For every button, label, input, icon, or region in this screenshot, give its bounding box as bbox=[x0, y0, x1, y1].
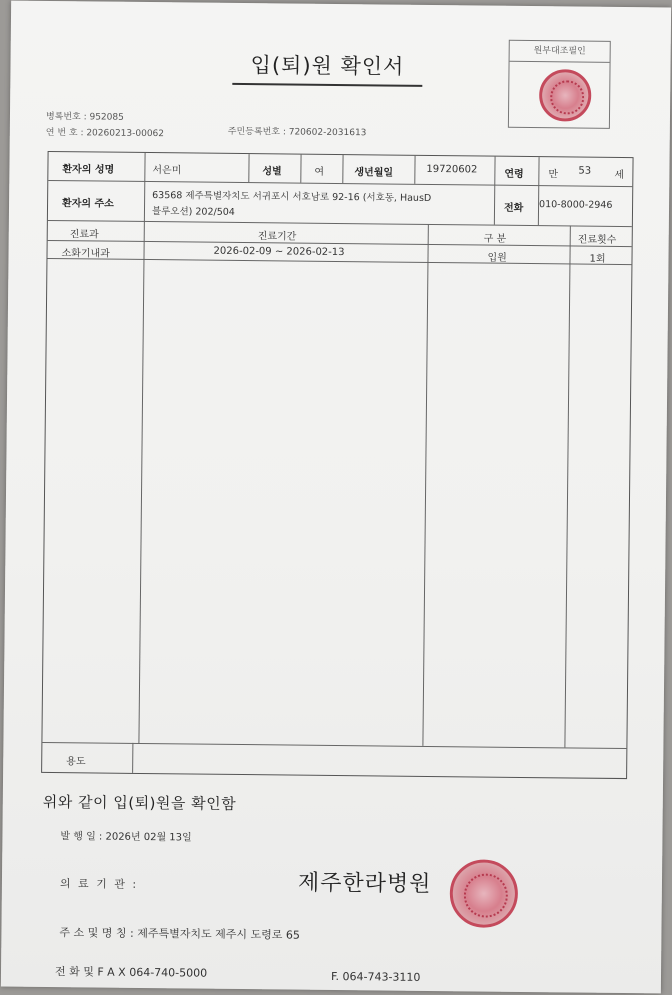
document-title: 입(퇴)원 확인서 bbox=[250, 53, 405, 79]
age-prefix: 만 bbox=[548, 169, 559, 181]
certificate-paper bbox=[1, 1, 671, 994]
hospital-address: 주 소 및 명 칭 : 제주특별자치도 제주시 도령로 65 bbox=[59, 926, 300, 942]
phone-label: 전화 bbox=[503, 202, 524, 214]
seal-box bbox=[508, 40, 611, 129]
age-unit: 세 bbox=[614, 169, 625, 181]
phone-fax: 전 화 및 F A X 064-740-5000 bbox=[54, 965, 208, 980]
address-line1: 63568 제주특별자치도 서귀포시 서호남로 92-16 (서호동, HausD bbox=[152, 190, 432, 204]
admission-table bbox=[41, 151, 633, 779]
row-count: 1회 bbox=[589, 253, 606, 265]
col-divider bbox=[414, 156, 415, 184]
phone-value: 010-8000-2946 bbox=[539, 199, 613, 211]
title-underline bbox=[232, 83, 422, 87]
verification-stamp-icon bbox=[539, 69, 592, 122]
fax-number: F. 064-743-3110 bbox=[330, 969, 421, 984]
registration-number: 병록번호 : 952085 bbox=[45, 111, 124, 123]
hospital-name: 제주한라병원 bbox=[297, 870, 432, 898]
seal-box-label: 원부대조필인 bbox=[510, 41, 610, 63]
col-divider bbox=[422, 224, 428, 746]
address-line2: 블루오션) 202/504 bbox=[151, 206, 235, 218]
institution-label: 의 료 기 관 : bbox=[59, 877, 139, 891]
header-type: 구 분 bbox=[483, 233, 507, 245]
col-divider bbox=[538, 157, 540, 225]
row-divider bbox=[48, 220, 632, 227]
col-divider bbox=[564, 225, 570, 747]
resident-number: 주민등록번호 : 720602-2031613 bbox=[227, 126, 367, 139]
row-divider bbox=[42, 742, 626, 749]
col-divider bbox=[300, 155, 301, 183]
col-divider bbox=[342, 155, 343, 183]
col-divider bbox=[494, 157, 496, 225]
birth-label: 생년월일 bbox=[354, 167, 394, 179]
age-value: 53 bbox=[578, 165, 592, 177]
row-department: 소화기내과 bbox=[61, 248, 110, 260]
row-divider bbox=[48, 180, 632, 187]
sex-label: 성별 bbox=[262, 166, 282, 178]
age-label: 연령 bbox=[504, 168, 524, 180]
hospital-seal-icon bbox=[450, 859, 519, 928]
patient-name: 서은미 bbox=[152, 165, 182, 177]
col-divider bbox=[248, 154, 249, 182]
row-divider bbox=[48, 240, 632, 247]
sex-value: 여 bbox=[314, 166, 325, 178]
row-divider bbox=[47, 258, 631, 265]
header-count: 진료횟수 bbox=[577, 234, 617, 246]
row-type: 입원 bbox=[487, 252, 507, 264]
col-divider bbox=[132, 743, 133, 773]
row-period: 2026-02-09 ~ 2026-02-13 bbox=[213, 245, 345, 259]
address-label: 환자의 주소 bbox=[61, 198, 114, 210]
purpose-label: 용도 bbox=[66, 756, 86, 768]
birth-value: 19720602 bbox=[426, 163, 478, 176]
header-period: 진료기간 bbox=[257, 231, 297, 243]
patient-name-label: 환자의 성명 bbox=[62, 164, 115, 176]
issue-date: 발 행 일 : 2026년 02월 13일 bbox=[60, 831, 192, 844]
issue-number: 연 번 호 : 20260213-00062 bbox=[45, 127, 165, 140]
confirmation-statement: 위와 같이 입(퇴)원을 확인함 bbox=[42, 792, 237, 813]
header-department: 진료과 bbox=[69, 229, 99, 241]
